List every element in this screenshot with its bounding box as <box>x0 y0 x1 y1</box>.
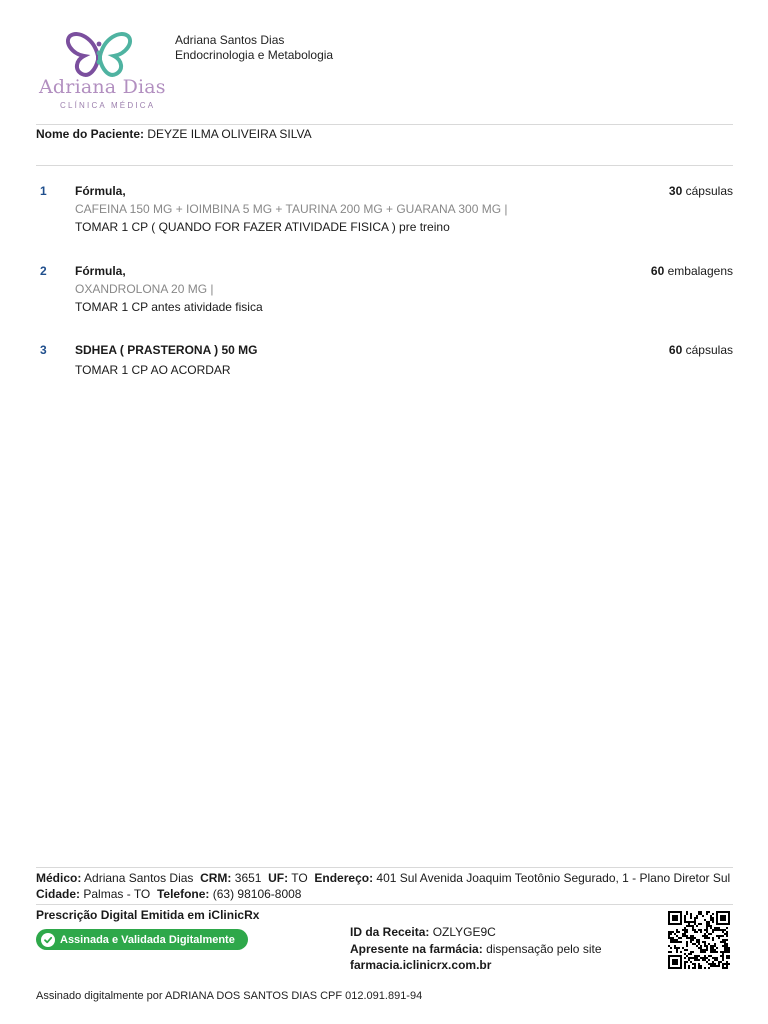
patient-line <box>36 127 312 141</box>
quantity-value: 60 <box>650 264 665 278</box>
header <box>36 28 733 118</box>
item-number: 1 <box>40 184 47 198</box>
cidade-value: Palmas - TO <box>83 887 151 901</box>
item-number: 3 <box>40 343 47 357</box>
receipt-id-line <box>350 924 602 941</box>
medico-label: Médico: <box>36 871 82 885</box>
doctor-info <box>175 33 333 63</box>
crm-value: 3651 <box>234 871 262 885</box>
patient-name: DEYZE ILMA OLIVEIRA SILVA <box>147 127 312 141</box>
logo-subtitle: CLÍNICA MÉDICA <box>60 101 156 110</box>
item-quantity <box>651 264 733 278</box>
divider <box>36 165 733 166</box>
patient-label: Nome do Paciente: <box>36 127 145 141</box>
telefone-value: (63) 98106-8008 <box>212 887 302 901</box>
telefone-label: Telefone: <box>156 887 210 901</box>
item-title: SDHEA ( PRASTERONA ) 50 MG <box>75 343 258 357</box>
item-composition: OXANDROLONA 20 MG | <box>75 282 214 296</box>
quantity-unit: embalagens <box>667 264 733 278</box>
item-composition: CAFEINA 150 MG + IOIMBINA 5 MG + TAURINA 200 MG + GUARANA 300 MG | <box>75 202 508 216</box>
uf-label: UF: <box>268 871 289 885</box>
quantity-value: 60 <box>668 343 683 357</box>
badge-label: Assinada e Validada Digitalmente <box>60 933 235 946</box>
receipt-id-label: ID da Receita: <box>350 925 430 939</box>
doctor-footer-line2 <box>36 886 733 902</box>
item-body <box>75 343 615 379</box>
pharmacy-label: Apresente na farmácia: <box>350 941 483 956</box>
item-instruction: TOMAR 1 CP antes atividade fisica <box>75 300 263 314</box>
qr-code-icon <box>668 911 730 969</box>
item-number: 2 <box>40 264 47 278</box>
check-icon <box>41 933 55 947</box>
quantity-unit: cápsulas <box>685 184 733 198</box>
prescription-title: Prescrição Digital Emitida em iClinicRx <box>36 908 260 922</box>
pharmacy-text: dispensação pelo site <box>486 941 602 956</box>
validation-badge <box>36 929 248 950</box>
item-instruction: TOMAR 1 CP AO ACORDAR <box>75 363 231 377</box>
medico-value: Adriana Santos Dias <box>84 871 194 885</box>
doctor-name: Adriana Santos Dias <box>175 33 285 47</box>
divider <box>36 867 733 868</box>
item-body <box>75 184 615 236</box>
item-instruction: TOMAR 1 CP ( QUANDO FOR FAZER ATIVIDADE FISICA ) pre treino <box>75 220 450 234</box>
receipt-info <box>350 924 602 974</box>
item-title: Fórmula, <box>75 264 126 278</box>
quantity-value: 30 <box>668 184 683 198</box>
endereco-value: 401 Sul Avenida Joaquim Teotônio Segurado, 1 - Plano Diretor Sul <box>376 871 731 885</box>
digital-signature: Assinado digitalmente por ADRIANA DOS SANTOS DIAS CPF 012.091.891-94 <box>36 990 423 1002</box>
quantity-unit: cápsulas <box>685 343 733 357</box>
item-quantity <box>669 184 733 198</box>
clinic-logo <box>36 28 171 116</box>
receipt-id: OZLYGE9C <box>432 925 496 939</box>
doctor-footer <box>36 870 733 902</box>
pharmacy-site-link[interactable]: farmacia.iclinicrx.com.br <box>350 958 492 972</box>
doctor-specialty: Endocrinologia e Metabologia <box>175 48 334 62</box>
crm-label: CRM: <box>200 871 232 885</box>
logo-name: Adriana Dias <box>39 76 166 98</box>
item-body <box>75 264 615 316</box>
pharmacy-line <box>350 941 602 958</box>
uf-value: TO <box>291 871 308 885</box>
cidade-label: Cidade: <box>36 887 81 901</box>
butterfly-logo-icon <box>64 30 134 80</box>
divider <box>36 904 733 905</box>
item-title: Fórmula, <box>75 184 126 198</box>
doctor-footer-line1 <box>36 870 733 886</box>
endereco-label: Endereço: <box>314 871 374 885</box>
item-quantity <box>669 343 733 357</box>
divider <box>36 124 733 125</box>
